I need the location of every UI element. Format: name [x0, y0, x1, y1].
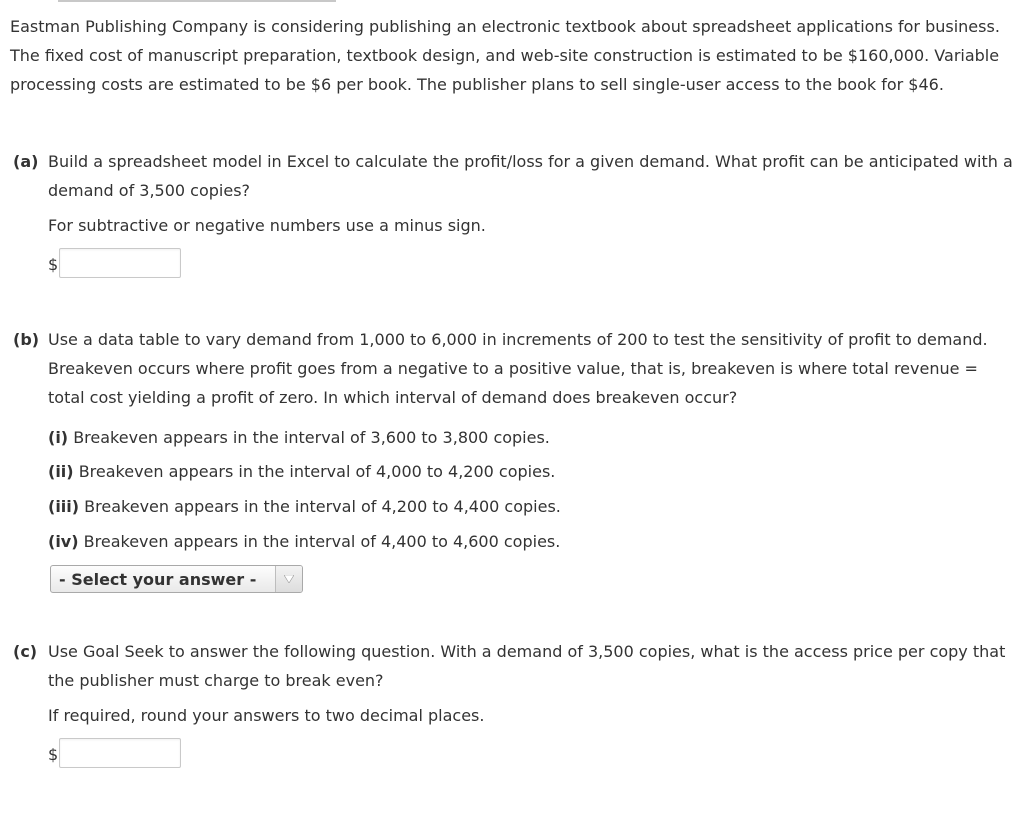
problem-intro: Eastman Publishing Company is considering publishing an electronic textbook about spreadsheet applications for business. The fixed cost of manuscript preparation, textbook design, and web-site construction is estimated to be $160,000. Variable processing costs are estimated to be $6 per book. The publisher plans to sell single-user access to the book for $46. [10, 17, 1000, 94]
part-b-answer-select[interactable] [50, 565, 303, 593]
option-3-text: Breakeven appears in the interval of 4,200 to 4,400 copies. [84, 497, 561, 516]
option-4-text: Breakeven appears in the interval of 4,400 to 4,600 copies. [83, 532, 561, 551]
option-2-text: Breakeven appears in the interval of 4,000 to 4,200 copies. [78, 462, 556, 481]
part-a-question-block [13, 147, 1013, 205]
option-1-number: (i) [48, 428, 69, 447]
part-c-label: (c) [13, 642, 38, 661]
part-b-option-4 [48, 527, 560, 556]
part-b-option-3 [48, 492, 561, 521]
part-b-question-block [13, 325, 1013, 412]
chevron-down-icon [275, 566, 302, 592]
part-c [13, 637, 1013, 730]
part-a-answer-row [48, 248, 181, 278]
part-b-label: (b) [13, 330, 40, 349]
option-1-text: Breakeven appears in the interval of 3,600 to 3,800 copies. [73, 428, 550, 447]
option-4-number: (iv) [48, 532, 79, 551]
part-c-question-block [13, 637, 1013, 695]
part-c-answer-input[interactable] [59, 738, 181, 768]
option-2-number: (ii) [48, 462, 74, 481]
part-b-option-2 [48, 457, 555, 486]
part-a-question: Build a spreadsheet model in Excel to calculate the profit/loss for a given demand. What profit can be anticipated with a demand of 3,500 copies? [48, 152, 1013, 200]
part-a-currency-symbol: $ [48, 254, 59, 274]
part-a-note: For subtractive or negative numbers use a minus sign. [48, 216, 486, 235]
part-c-question: Use Goal Seek to answer the following question. With a demand of 3,500 copies, what is the access price per copy that the publisher must charge to break even? [48, 642, 1006, 690]
select-answer-label: - Select your answer - [59, 569, 257, 589]
part-b-option-1 [48, 423, 550, 452]
option-3-number: (iii) [48, 497, 80, 516]
part-a [13, 147, 1013, 240]
part-b [13, 325, 1013, 412]
part-c-currency-symbol: $ [48, 744, 59, 764]
top-divider [58, 0, 336, 2]
part-c-answer-row [48, 738, 181, 768]
part-b-question: Use a data table to vary demand from 1,000 to 6,000 in increments of 200 to test the sensitivity of profit to demand. Breakeven occurs where profit goes from a negative to a positive value, that is, breakeven is where total revenue = total cost yielding a profit of zero. In which interval of demand does breakeven occur? [48, 330, 988, 407]
part-c-note: If required, round your answers to two decimal places. [48, 706, 485, 725]
part-a-answer-input[interactable] [59, 248, 181, 278]
part-a-label: (a) [13, 152, 39, 171]
